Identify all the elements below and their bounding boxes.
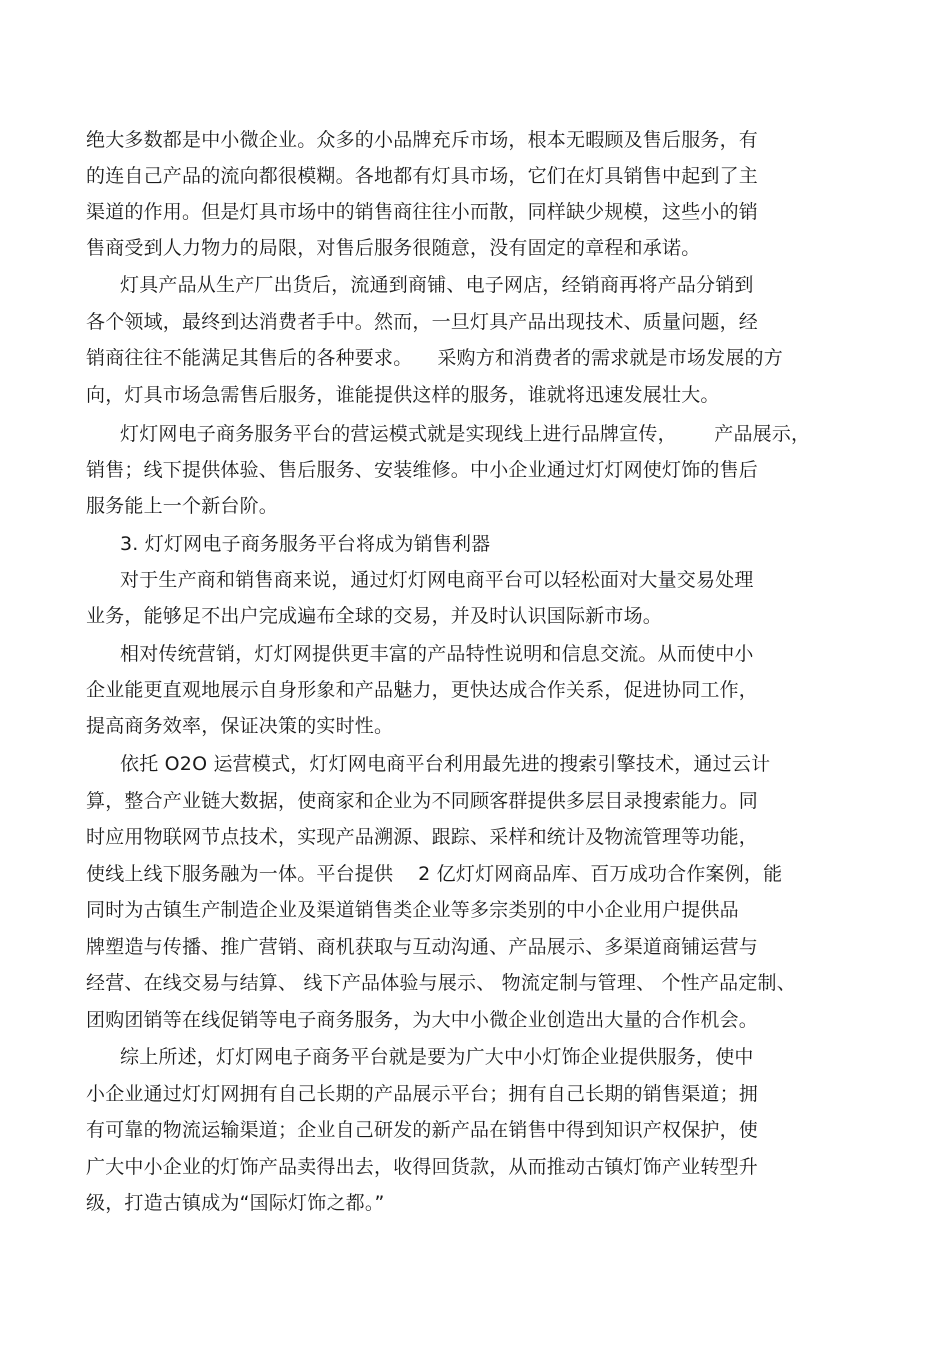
text-line: 各个领域，最终到达消费者手中。然而，一旦灯具产品出现技术、质量问题，经 (86, 311, 759, 333)
text-line: 小企业通过灯灯网拥有自己长期的产品展示平台；拥有自己长期的销售渠道；拥 (86, 1083, 759, 1105)
text-line: 业务，能够足不出户完成遍布全球的交易，并及时认识国际新市场。 (86, 605, 663, 627)
text-line: 经营、在线交易与结算、 线下产品体验与展示、 物流定制与管理、 个性产品定制、 (86, 972, 796, 994)
text-line: 的连自己产品的流向都很模糊。各地都有灯具市场，它们在灯具销售中起到了主 (86, 165, 759, 187)
text-line: 灯灯网电子商务服务平台的营运模式就是实现线上进行品牌宣传， 产品展示， (120, 423, 811, 445)
text-line: 绝大多数都是中小微企业。众多的小品牌充斥市场，根本无暇顾及售后服务，有 (86, 129, 759, 151)
text-line: 有可靠的物流运输渠道；企业自己研发的新产品在销售中得到知识产权保护，使 (86, 1119, 759, 1141)
text-line: 级，打造古镇成为“国际灯饰之都。” (86, 1192, 385, 1214)
text-line: 渠道的作用。但是灯具市场中的销售商往往小而散，同样缺少规模，这些小的销 (86, 201, 759, 223)
text-line: 依托 O2O 运营模式，灯灯网电商平台利用最先进的搜索引擎技术，通过云计 (120, 753, 771, 775)
text-line: 时应用物联网节点技术，实现产品溯源、跟踪、采样和统计及物流管理等功能， (86, 826, 759, 848)
text-line: 牌塑造与传播、推广营销、商机获取与互动沟通、产品展示、多渠道商铺运营与 (86, 936, 759, 958)
text-line: 销售；线下提供体验、售后服务、安装维修。中小企业通过灯灯网使灯饰的售后 (86, 459, 759, 481)
text-line: 企业能更直观地展示自身形象和产品魅力，更快达成合作关系，促进协同工作， (86, 679, 759, 701)
section-heading: 3. 灯灯网电子商务服务平台将成为销售利器 (120, 533, 491, 555)
text-line: 综上所述，灯灯网电子商务平台就是要为广大中小灯饰企业提供服务，使中 (120, 1046, 754, 1068)
text-line: 团购团销等在线促销等电子商务服务，为大中小微企业创造出大量的合作机会。 (86, 1009, 759, 1031)
text-line: 服务能上一个新台阶。 (86, 495, 279, 517)
text-line: 同时为古镇生产制造企业及渠道销售类企业等多宗类别的中小企业用户提供品 (86, 899, 739, 921)
text-line: 算，整合产业链大数据，使商家和企业为不同顾客群提供多层目录搜索能力。同 (86, 790, 759, 812)
text-line: 灯具产品从生产厂出货后，流通到商铺、电子网店，经销商再将产品分销到 (120, 274, 754, 296)
text-line: 相对传统营销，灯灯网提供更丰富的产品特性说明和信息交流。从而使中小 (120, 643, 754, 665)
text-line: 对于生产商和销售商来说，通过灯灯网电商平台可以轻松面对大量交易处理 (120, 569, 754, 591)
text-line: 使线上线下服务融为一体。平台提供 2 亿灯灯网商品库、百万成功合作案例，能 (86, 863, 783, 885)
text-line: 广大中小企业的灯饰产品卖得出去，收得回货款，从而推动古镇灯饰产业转型升 (86, 1156, 759, 1178)
text-line: 提高商务效率，保证决策的实时性。 (86, 715, 394, 737)
text-line: 销商往往不能满足其售后的各种要求。 采购方和消费者的需求就是市场发展的方 (86, 347, 783, 369)
text-line: 向，灯具市场急需售后服务，谁能提供这样的服务，谁就将迅速发展壮大。 (86, 384, 720, 406)
text-line: 售商受到人力物力的局限，对售后服务很随意，没有固定的章程和承诺。 (86, 237, 701, 259)
